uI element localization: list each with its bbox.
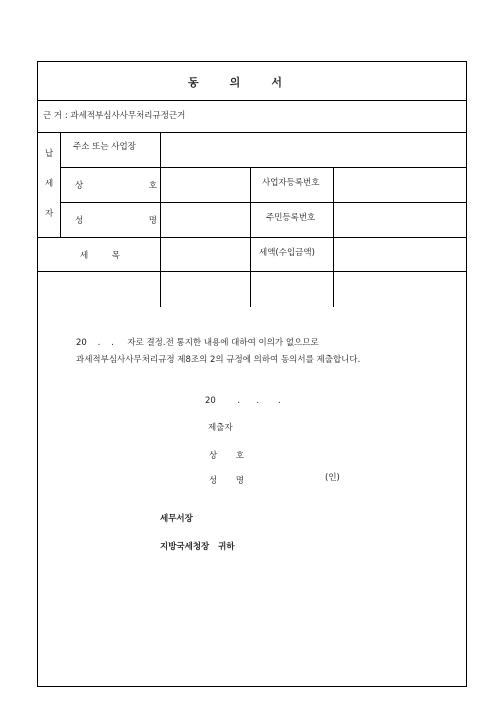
company-field[interactable]: [161, 168, 249, 202]
submitter-label: 제출자: [208, 423, 233, 433]
recipient-tax-office: 세무서장: [160, 514, 193, 524]
business-reg-field[interactable]: [334, 168, 466, 202]
seal-mark: (인): [325, 473, 340, 483]
company-label: 상 호: [75, 181, 157, 191]
tax-item-field[interactable]: [161, 238, 249, 271]
taxpayer-label-2: 세: [45, 179, 54, 189]
taxpayer-label-3: 자: [45, 209, 54, 219]
submitter-name-label: 성 명: [209, 476, 244, 486]
address-label: 주소 또는 사업장: [73, 142, 136, 152]
form-title: 동 의 서: [188, 76, 284, 89]
address-field[interactable]: [161, 133, 466, 167]
basis-text: 근 거 : 과세적부심사사무처리규정근거: [43, 111, 186, 121]
statement-line-2: 과세적부심사사무처리규정 제8조의 2의 규정에 의하여 동의서를 제출합니다.: [76, 355, 361, 365]
name-field[interactable]: [161, 203, 249, 237]
tax-amount-label: 세액(수입금액): [259, 248, 315, 258]
divider: [38, 100, 466, 101]
submitter-company-label: 상 호: [209, 451, 244, 461]
date-line: 20 . . .: [205, 396, 281, 406]
tax-amount-field[interactable]: [334, 238, 466, 271]
recipient-regional-office: 지방국세청장 귀하: [160, 542, 235, 552]
resident-reg-field[interactable]: [334, 203, 466, 237]
taxpayer-label-1: 납: [45, 149, 54, 159]
resident-reg-label: 주민등록번호: [266, 213, 316, 223]
divider: [60, 132, 61, 237]
tax-item-label: 세 목: [80, 251, 120, 261]
statement-line-1: 20 . . 자로 결정.전 통지한 내용에 대하여 이의가 없으므로: [76, 338, 319, 348]
business-reg-label: 사업자등록번호: [262, 178, 320, 188]
divider: [38, 271, 466, 272]
name-label: 성 명: [75, 216, 157, 226]
consent-form: [37, 61, 467, 687]
